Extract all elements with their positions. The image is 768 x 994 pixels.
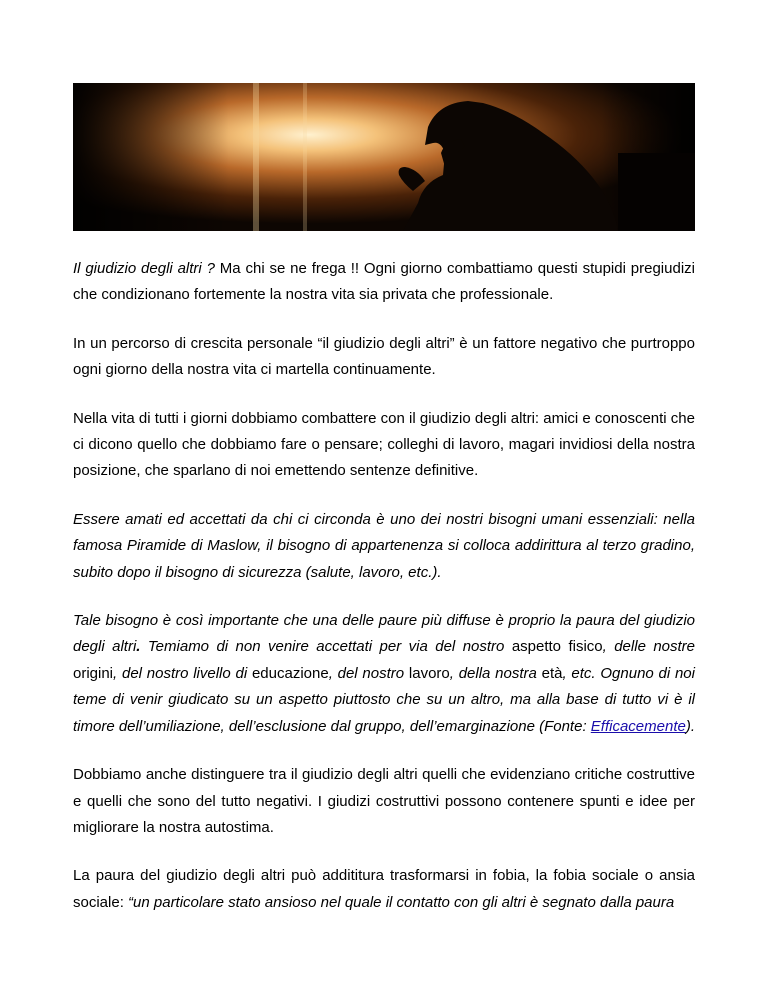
paragraph-3: Nella vita di tutti i giorni dobbiamo combattere con il giudizio degli altri: amici e conoscenti che ci dicono quello che dobbiamo fare o pensare; colleghi di lavoro, magari invidiosi della nostra posizione, che sparlano di noi emettendo sentenze definitive. xyxy=(73,409,695,480)
paragraph-6: Dobbiamo anche distinguere tra il giudizio degli altri quelli che evidenziano critiche costruttive e quelli che sono del tutto negativi. I giudizi costruttivi possono contenere spunti e idee per migliorare la nostra autostima. xyxy=(73,766,695,836)
paragraph-2: In un percorso di crescita personale “il giudizio degli altri” è un fattore negativo che purtroppo ogni giorno della nostra vita ci martella continuamente. xyxy=(73,334,695,379)
p5-upright-5: età xyxy=(541,664,563,682)
p5-upright-3: educazione xyxy=(251,664,329,682)
efficacemente-link[interactable]: Efficacemente xyxy=(590,717,686,735)
p5-text-4: , del nostro livello di xyxy=(113,664,252,682)
paragraph-1-rest: Ma chi se ne frega !! Ogni giorno combattiamo questi stupidi pregiudizi che condizionano fortemente la nostra vita sia privata che professionale. xyxy=(73,260,695,304)
hero-image xyxy=(73,83,695,231)
paragraph-4: Essere amati ed accettati da chi ci circonda è uno dei nostri bisogni umani essenziali: nella famosa Piramide di Maslow, il bisogno di appartenenza si colloca addirittura al terzo gradino, subito dopo il bisogno di sicurezza (salute, lavoro, etc.). xyxy=(73,510,695,581)
paragraph-7 xyxy=(73,863,695,916)
p5-text-5: , del nostro xyxy=(328,664,409,682)
p5-text-8: ). xyxy=(685,717,695,735)
article-body xyxy=(73,256,695,916)
paragraph-7-plain: La paura del giudizio degli altri può addititura trasformarsi in fobia, la fobia sociale o ansia sociale: xyxy=(73,867,695,911)
p5-text-2: Temiamo di non venire accettati per via del nostro xyxy=(140,638,512,656)
p5-upright-1: aspetto fisico xyxy=(511,638,603,656)
paragraph-1-italic: Il giudizio degli altri ? xyxy=(73,260,215,277)
paragraph-1 xyxy=(73,256,695,309)
p5-bold-dot: . xyxy=(136,638,141,656)
p5-upright-2: origini xyxy=(73,664,114,682)
paragraph-5 xyxy=(73,608,695,740)
paragraph-7-quote: “un particolare stato ansioso nel quale il contatto con gli altri è segnato dalla paura xyxy=(128,893,675,911)
p5-text-6: , della nostra xyxy=(449,664,542,682)
p5-text-3: , delle nostre xyxy=(602,638,696,656)
p5-text-1: Tale bisogno è così importante che una delle paure più diffuse è proprio la paura del giudizio degli altri xyxy=(73,612,695,656)
p5-text-7: , etc. Ognuno di noi teme di venir giudicato su un aspetto piuttosto che su un altro, ma alla base di tutto vi è il timore dell’umiliazione, dell’esclusione dal gruppo, dell’emarginazione (Fonte: xyxy=(73,664,695,735)
p5-upright-4: lavoro xyxy=(408,664,450,682)
sad-person-silhouette-image xyxy=(73,83,695,231)
